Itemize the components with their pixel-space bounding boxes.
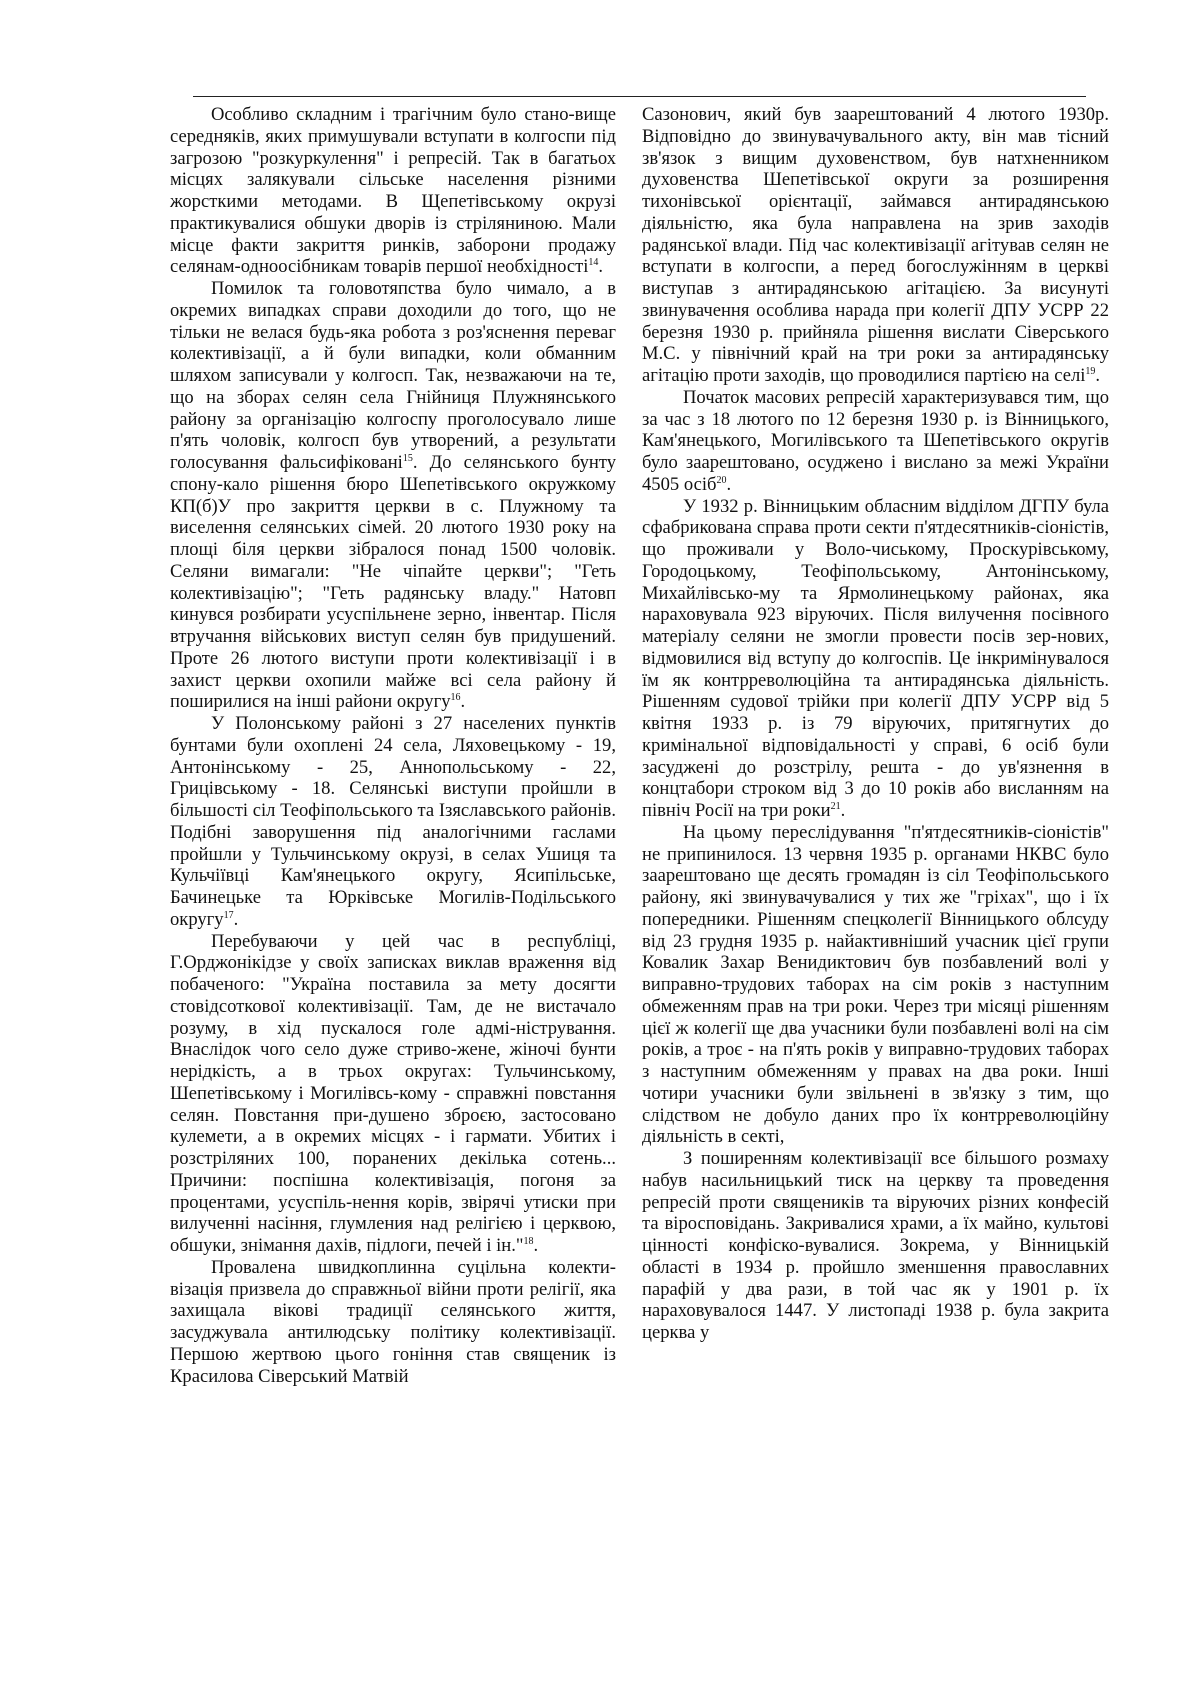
- paragraph: У 1932 р. Вінницьким обласним відділом ДГПУ була сфабрикована справа проти секти п'ятдесятників-сіоністів, що проживали у Воло-чиському, Проскурівському, Городоцькому, Теофіпольському, Антонінському, Михайлівсько-му та Ярмолинецькому районах, яка нараховувала 923 віруючих. Після вилучення посівного матеріалу селяни не змогли провести посів зер-нових, відмовилися від вступу до колгоспів. Це інкримінувалося їм як контрреволюційна та антирадянська діяльність. Рішенням судової трійки при колегії ДПУ УСРР від 5 квітня 1933 р. із 79 віруючих, притягнутих до кримінальної відповідальності у справі, 6 осіб були засуджені до розстрілу, решта - до ув'язнення в концтабори строком від 3 до 10 років або висланням на північ Росії на три роки$^{21}$.: [642, 495, 1109, 821]
- footnote-ref: 16: [450, 692, 461, 704]
- header-rule: [193, 96, 1086, 97]
- paragraph: У Полонському районі з 27 населених пунктів бунтами були охоплені 24 села, Ляховецькому - 19, Антонінському - 25, Аннопольському - 22, Грицівському - 18. Селянські виступи пройшли в більшості сіл Теофіпольського та Ізяславського районів. Подібні заворушення під аналогічними гаслами пройшли у Тульчинському окрузі, в селах Ушиця та Кульчіївці Кам'янецького округу, Ясипільське, Бачинецьке та Юрківське Могилів-Подільського округу$^{17}$.: [170, 713, 616, 930]
- paragraph: Сазонович, який був заарештований 4 лютого 1930р. Відповідно до звинувачувального акту, він мав тісний зв'язок з вищим духовенством, був натхненником духовенства Шепетівської округи за розширення тихонівської орієнтації, займався антирадянською діяльністю, яка була направлена на зрив заходів радянської влади. Під час колективізації агітував селян не вступати в колгоспи, а перед богослужінням в церкві виступав з антирадянською агітацією. За висунуті звинувачення особлива нарада при колегії ДПУ УСРР 22 березня 1930 р. прийняла рішення вислати Сіверського М.С. у північний край на три роки за антирадянську агітацію проти заходів, що проводилися партією на селі$^{19}$.: [642, 104, 1109, 386]
- right-column: [642, 104, 1109, 1344]
- left-column: [170, 104, 616, 1387]
- footnote-ref: 20: [716, 474, 727, 486]
- paragraph: З поширенням колективізації все більшого розмаху набув насильницький тиск на церкву та проведення репресій проти священиків та віруючих різних конфесій та віросповідань. Закривалися храми, а їх майно, культові цінності конфіско-вувалися. Зокрема, у Вінницькій області в 1934 р. пройшло зменшення православних парафій у два рази, в той час як у 1901 р. їх нараховувалося 1447. У листопаді 1938 р. була закрита церква у: [642, 1148, 1109, 1343]
- footnote-ref: 21: [830, 800, 841, 812]
- paragraph: На цьому переслідування "п'ятдесятників-сіоністів" не припинилося. 13 червня 1935 р. органами НКВС було заарештовано ще десять громадян із сіл Теофіпольського району, які звинувачувалися у тих же "гріхах", що і їх попередники. Рішенням спецколегії Вінницького облсуду від 23 грудня 1935 р. найактивніший учасник цієї групи Ковалик Захар Венидиктович був позбавлений волі у виправно-трудових таборах на сім років з наступним обмеженням прав на три роки. Через три місяці рішенням цієї ж колегії ще два учасники були позбавлені волі на сім років, а троє - на п'ять років у виправно-трудових таборах з наступним обмеженням у правах на два роки. Інші чотири учасники були звільнені в зв'язку з тим, що слідством не добуло даних про їх контрреволюційну діяльність в секті,: [642, 821, 1109, 1148]
- paragraph: Особливо складним і трагічним було стано-вище середняків, яких примушували вступати в колгоспи під загрозою "розкуркулення" і репресій. Так в багатьох місцях залякували сільське населення різними жорсткими методами. В Щепетівському окрузі практикувалися обшуки дворів із стріляниною. Мали місце факти закриття ринків, заборони продажу селянам-одноосібникам товарів першої необхідності$^{14}$.: [170, 104, 616, 278]
- paragraph: Помилок та головотяпства було чимало, а в окремих випадках справи доходили до того, що не тільки не велася будь-яка робота з роз'яснення переваг колективізації, а й були випадки, коли обманним шляхом записували у колгосп. Так, незважаючи на те, що на зборах селян села Гнійниця Плужнянського району за організацію колгоспу проголосувало лише п'ять чоловік, колгосп був утворений, а результати голосування фальсифіковані$^{15}$. До селянського бунту спону-кало рішення бюро Шепетівського окружкому КП(б)У про закриття церкви в с. Плужному та виселення селянських сімей. 20 лютого 1930 року на площі біля церкви зібралося понад 1500 чоловік. Селяни вимагали: "Не чіпайте церкви"; "Геть колективізацію"; "Геть радянську владу." Натовп кинувся розбирати усуспільнене зерно, інвентар. Після втручання військових виступ селян був придушений. Проте 26 лютого виступи проти колективізації і в захист церкви охопили майже всі села району й поширилися на інші райони округу$^{16}$.: [170, 278, 616, 713]
- paragraph: Провалена швидкоплинна суцільна колекти-візація призвела до справжньої війни проти релігії, яка захищала вікові традиції селянського життя, засуджувала антилюдську політику колективізації. Першою жертвою цього гоніння став священик із Красилова Сіверський Матвій: [170, 1256, 616, 1387]
- paragraph: Початок масових репресій характеризувався тим, що за час з 18 лютого по 12 березня 1930 р. із Вінницького, Кам'янецького, Могилівського та Шепетівського округів було заарештовано, осуджено і вислано за межі України 4505 осіб$^{20}$.: [642, 386, 1109, 495]
- footnote-ref: 17: [223, 909, 234, 921]
- footnote-ref: 14: [588, 257, 599, 269]
- footnote-ref: 18: [523, 1235, 534, 1247]
- footnote-ref: 19: [1085, 365, 1096, 377]
- footnote-ref: 15: [402, 452, 413, 464]
- paragraph: Перебуваючи у цей час в республіці, Г.Орджонікідзе у своїх записках виклав враження від побаченого: "Україна поставила за мету досягти стовідсоткової колективізації. Там, де не вистачало розуму, в хід пускалося голе адмі-ністрування. Внаслідок чого село дуже стриво-жене, жіночі бунти нерідкість, а в трьох округах: Тульчинському, Шепетівському і Могилівсь-кому - справжні повстання селян. Повстання при-душено зброєю, застосовано кулемети, а в окремих місцях - і гармати. Убитих і розстріляних 100, поранених декілька сотень... Причини: поспішна колективізація, погоня за процентами, усуспіль-нення корів, звірячі утиски при вилученні насіння, глумления над релігією і церквою, обшуки, знімання дахів, підлоги, печей і ін."$^{18}$.: [170, 930, 616, 1256]
